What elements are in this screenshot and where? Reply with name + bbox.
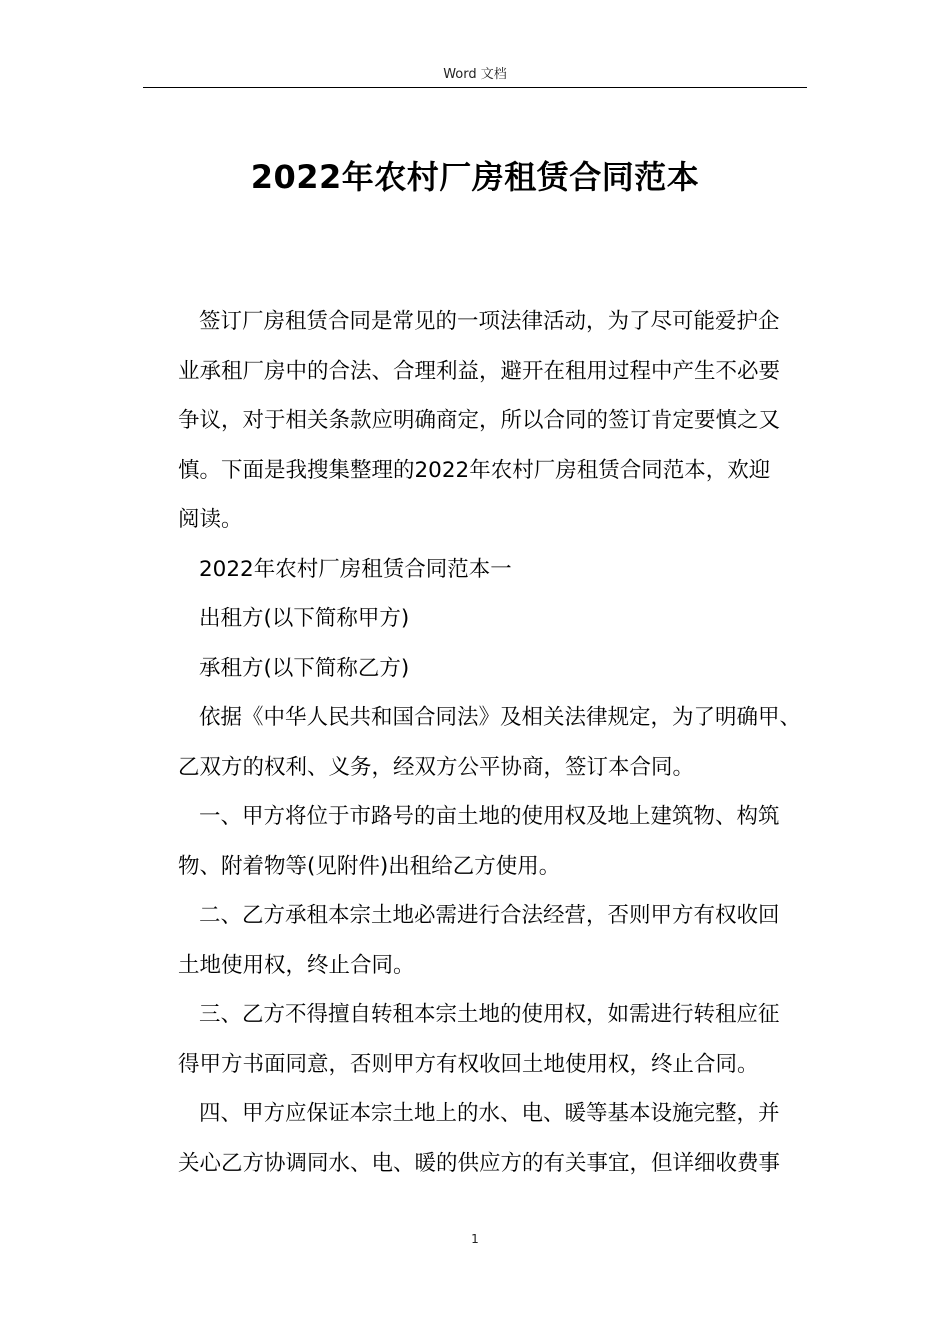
paragraph-line: 依据《中华人民共和国合同法》及相关法律规定，为了明确甲、 [199, 705, 802, 730]
paragraph-line: 乙双方的权利、义务，经双方公平协商，签订本合同。 [178, 754, 695, 780]
paragraph-line: 签订厂房租赁合同是常见的一项法律活动，为了尽可能爱护企 [199, 309, 780, 334]
paragraph-line: 三、乙方不得擅自转租本宗土地的使用权，如需进行转租应征 [199, 1002, 780, 1027]
paragraph-line: 出租方(以下简称甲方) [199, 606, 410, 631]
paragraph-line: 得甲方书面同意，否则甲方有权收回土地使用权，终止合同。 [178, 1051, 759, 1077]
paragraph-line: 承租方(以下简称乙方) [199, 655, 410, 681]
page-header: Word 文档 [443, 67, 507, 82]
paragraph-line: 关心乙方协调同水、电、暖的供应方的有关事宜，但详细收费事 [178, 1150, 781, 1176]
paragraph-line: 土地使用权，终止合同。 [178, 952, 415, 978]
paragraph-line: 业承租厂房中的合法、合理利益，避开在租用过程中产生不必要 [178, 358, 781, 384]
page-number: 1 [471, 1232, 479, 1246]
paragraph-line: 阅读。 [178, 507, 243, 532]
paragraph-line: 一、甲方将位于市路号的亩土地的使用权及地上建筑物、构筑 [199, 804, 780, 829]
paragraph-line: 四、甲方应保证本宗土地上的水、电、暖等基本设施完整，并 [199, 1101, 780, 1126]
document-title: 2022年农村厂房租赁合同范本 [250, 158, 700, 196]
paragraph-line: 争议，对于相关条款应明确商定，所以合同的签订肯定要慎之又 [178, 408, 781, 433]
document-body [178, 297, 818, 1188]
paragraph-line: 慎。下面是我搜集整理的2022年农村厂房租赁合同范本，欢迎 [178, 457, 771, 483]
paragraph-line: 物、附着物等(见附件)出租给乙方使用。 [178, 853, 561, 879]
section-heading: 2022年农村厂房租赁合同范本一 [199, 556, 512, 582]
paragraph-line: 二、乙方承租本宗土地必需进行合法经营，否则甲方有权收回 [199, 903, 780, 928]
header-divider [143, 87, 807, 88]
